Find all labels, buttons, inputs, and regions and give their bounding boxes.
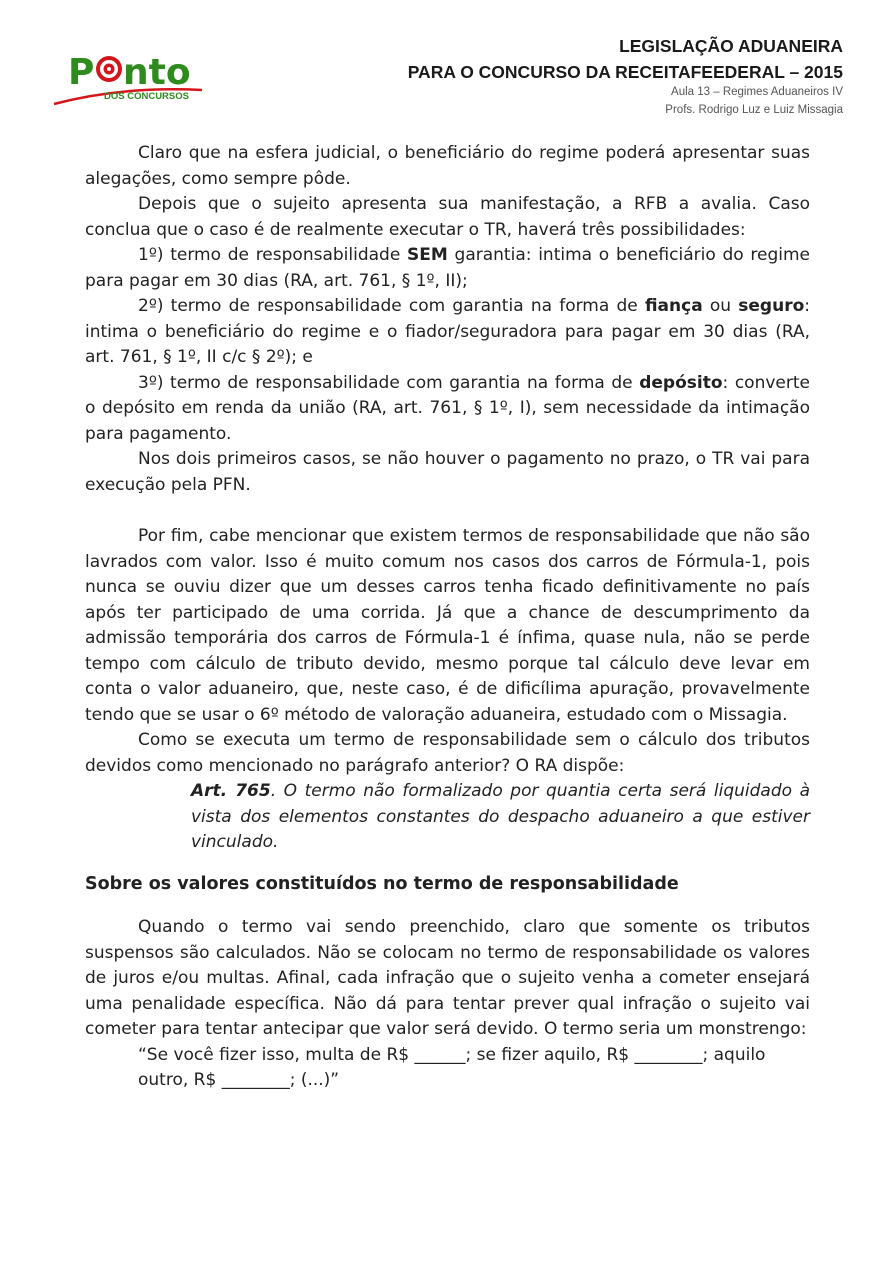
logo-letter-p: P (68, 52, 95, 93)
paragraph-execucao: Nos dois primeiros casos, se não houver o pagamento no prazo, o TR vai para execução pela PFN. (85, 449, 810, 495)
header-professors: Profs. Rodrigo Luz e Luiz Missagia (665, 104, 843, 116)
option-1: 1º) termo de responsabilidade SEM garantia: intima o beneficiário do regime para pagar em 30 dias (RA, art. 761, § 1º, II); (85, 245, 811, 291)
header-subject: LEGISLAÇÃO ADUANEIRA (619, 36, 843, 56)
page-content (85, 141, 810, 1094)
option-3: 3º) termo de responsabilidade com garantia na forma de depósito: converte o depósito em renda da união (RA, art. 761, § 1º, I), sem necessidade da intimação para pagamento. (85, 372, 810, 444)
paragraph-manifestacao: Depois que o sujeito apresenta sua manifestação, a RFB a avalia. Caso conclua que o caso é de realmente executar o TR, haverá três possibilidades: (85, 194, 810, 240)
target-icon (96, 56, 122, 82)
option-2: 2º) termo de responsabilidade com garantia na forma de fiança ou seguro: intima o beneficiário do regime e o fiador/seguradora para pagar em 30 dias (RA, art. 761, § 1º, II c/c § 2º); e (85, 296, 810, 367)
paragraph-example-quote: “Se você fizer isso, multa de R$ ______; se fizer aquilo, R$ ________; aquilo outro, R$ ________; (...)” (138, 1044, 766, 1090)
paragraph-question: Como se executa um termo de responsabilidade sem o cálculo dos tributos devidos como mencionado no parágrafo anterior? O RA dispõe: (85, 730, 810, 776)
logo-letters-nto: nto (123, 52, 191, 93)
paragraph-tributos: Quando o termo vai sendo preenchido, claro que somente os tributos suspensos são calculados. Não se colocam no termo de responsabilidade os valores de juros e/ou multas. Afinal, cada infração que o sujeito venha a cometer ensejará uma penalidade específica. Não dá para tentar prever qual infração o sujeito vai cometer para tentar antecipar que valor será devido. O termo seria um monstrengo: (85, 917, 810, 1039)
header-course: PARA O CONCURSO DA RECEITAFEEDERAL – 2015 (407, 62, 843, 82)
ponto-dos-concursos-logo (52, 42, 212, 110)
logo-subtitle: DOS CONCURSOS (104, 91, 189, 102)
section-heading: Sobre os valores constituídos no termo de responsabilidade (85, 873, 679, 894)
paragraph-judicial: Claro que na esfera judicial, o beneficiário do regime poderá apresentar suas alegações, como sempre pôde. (85, 143, 810, 189)
header-lesson: Aula 13 – Regimes Aduaneiros IV (671, 86, 843, 98)
legal-quote-art-765: Art. 765. O termo não formalizado por quantia certa será liquidado à vista dos elementos constantes do despacho aduaneiro a que estiver vinculado. (191, 781, 810, 852)
paragraph-formula1: Por fim, cabe mencionar que existem termos de responsabilidade que não são lavrados com valor. Isso é muito comum nos casos dos carros de Fórmula-1, pois nunca se ouviu dizer que um desses carros tenha ficado definitivamente no país após ter participado de uma corrida. Já que a chance de descumprimento da admissão temporária dos carros de Fórmula-1 é ínfima, quase nula, não se perde tempo com cálculo de tributo devido, mesmo porque tal cálculo deve levar em conta o valor aduaneiro, que, neste caso, é de dificílima apuração, provavelmente tendo que se usar o 6º método de valoração aduaneira, estudado com o Missagia. (85, 526, 810, 725)
